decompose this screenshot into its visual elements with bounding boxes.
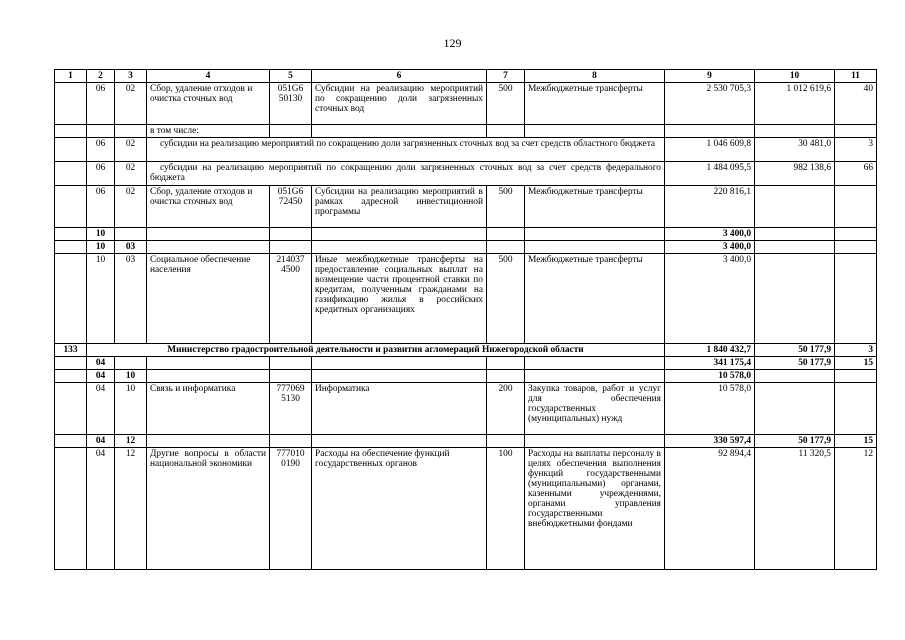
amount-total: 220 816,1	[665, 186, 755, 228]
amount-secondary: 50 177,9	[755, 357, 835, 370]
amount-secondary: 30 481,0	[755, 138, 835, 162]
table-row	[55, 435, 877, 448]
section-code: 04	[87, 357, 115, 370]
amount-total: 341 175,4	[665, 357, 755, 370]
section-code: 04	[87, 435, 115, 448]
amount-total: 330 597,4	[665, 435, 755, 448]
header-cell: 2	[87, 70, 115, 83]
target-name: Субсидии на реализацию мероприятий по сокращению доли загрязненных сточных вод	[312, 83, 487, 125]
target-code: 051G6 50130	[270, 83, 312, 125]
table-row	[55, 138, 877, 162]
table-row	[55, 357, 877, 370]
table-row	[55, 125, 877, 138]
subsection-code: 12	[115, 448, 147, 570]
expense-type-name: Расходы на выплаты персоналу в целях обеспечения выполнения функций государственными (муниципальными) органами, казенными учреждениями, органами управления государственными внебюджетными фондами	[525, 448, 665, 570]
amount-share: 15	[835, 435, 877, 448]
amount-total: 10 578,0	[665, 383, 755, 435]
table-row	[55, 344, 877, 357]
expense-type-code: 200	[487, 383, 525, 435]
ministry-code: 133	[55, 344, 87, 357]
header-cell: 8	[525, 70, 665, 83]
subsection-code: 03	[115, 241, 147, 254]
amount-secondary: 982 138,6	[755, 162, 835, 186]
amount-total: 1 484 095,5	[665, 162, 755, 186]
subsection-code: 12	[115, 435, 147, 448]
expense-type-code: 100	[487, 448, 525, 570]
section-code: 04	[87, 448, 115, 570]
budget-table	[54, 69, 877, 570]
header-cell: 1	[55, 70, 87, 83]
expense-type-name: Межбюджетные трансферты	[525, 254, 665, 344]
section-code: 10	[87, 241, 115, 254]
target-code: 051G6 72450	[270, 186, 312, 228]
table-row	[55, 383, 877, 435]
page-number: 129	[443, 36, 462, 50]
table-row	[55, 83, 877, 125]
header-cell: 3	[115, 70, 147, 83]
subsection-code: 10	[115, 370, 147, 383]
section-name: Сбор, удаление отходов и очистка сточных вод	[147, 186, 270, 228]
expense-type-code: 500	[487, 254, 525, 344]
section-code: 06	[87, 83, 115, 125]
amount-share: 40	[835, 83, 877, 125]
section-code: 06	[87, 138, 115, 162]
target-name: Информатика	[312, 383, 487, 435]
subsection-code: 10	[115, 383, 147, 435]
table-header-row	[55, 70, 877, 83]
amount-total: 92 894,4	[665, 448, 755, 570]
target-code: 777069 5130	[270, 383, 312, 435]
amount-secondary: 1 012 619,6	[755, 83, 835, 125]
subsection-code: 02	[115, 162, 147, 186]
expense-type-name: Закупка товаров, работ и услуг для обеспечения государственных (муниципальных) нужд	[525, 383, 665, 435]
target-code: 777010 0190	[270, 448, 312, 570]
expense-type-name: Межбюджетные трансферты	[525, 186, 665, 228]
amount-total: 3 400,0	[665, 241, 755, 254]
header-cell: 5	[270, 70, 312, 83]
target-name: Расходы на обеспечение функций государственных органов	[312, 448, 487, 570]
section-name: в том числе:	[147, 125, 270, 138]
amount-total: 3 400,0	[665, 228, 755, 241]
section-code: 04	[87, 370, 115, 383]
header-cell: 4	[147, 70, 270, 83]
amount-secondary: 11 320,5	[755, 448, 835, 570]
table-row	[55, 448, 877, 570]
section-code: 06	[87, 186, 115, 228]
section-name: Связь и информатика	[147, 383, 270, 435]
subsection-code: 03	[115, 254, 147, 344]
table-row	[55, 254, 877, 344]
amount-share: 66	[835, 162, 877, 186]
amount-secondary: 50 177,9	[755, 435, 835, 448]
subsection-code: 02	[115, 186, 147, 228]
ministry-name: Министерство градостроительной деятельности и развития агломераций Нижегородской области	[87, 344, 665, 357]
target-name: Субсидии на реализацию мероприятий в рамках адресной инвестиционной программы	[312, 186, 487, 228]
amount-share: 12	[835, 448, 877, 570]
section-name: Сбор, удаление отходов и очистка сточных вод	[147, 83, 270, 125]
expense-type-code: 500	[487, 83, 525, 125]
header-cell: 9	[665, 70, 755, 83]
merged-description: субсидии на реализацию мероприятий по сокращению доли загрязненных сточных вод за счет средств федерального бюджета	[147, 162, 665, 186]
section-code: 04	[87, 383, 115, 435]
header-cell: 6	[312, 70, 487, 83]
subsection-code: 02	[115, 83, 147, 125]
amount-total: 3 400,0	[665, 254, 755, 344]
target-code: 214037 4500	[270, 254, 312, 344]
table-row	[55, 228, 877, 241]
header-cell: 7	[487, 70, 525, 83]
amount-total: 1 046 609,8	[665, 138, 755, 162]
header-cell: 11	[835, 70, 877, 83]
amount-share: 3	[835, 138, 877, 162]
section-code: 06	[87, 162, 115, 186]
table-row	[55, 186, 877, 228]
table-row	[55, 162, 877, 186]
section-name: Другие вопросы в области национальной экономики	[147, 448, 270, 570]
amount-share: 3	[835, 344, 877, 357]
merged-description: субсидии на реализацию мероприятий по сокращению доли загрязненных сточных вод за счет средств областного бюджета	[147, 138, 665, 162]
header-cell: 10	[755, 70, 835, 83]
expense-type-name: Межбюджетные трансферты	[525, 83, 665, 125]
section-code: 10	[87, 228, 115, 241]
amount-secondary: 50 177,9	[755, 344, 835, 357]
section-name: Социальное обеспечение населения	[147, 254, 270, 344]
amount-total: 1 840 432,7	[665, 344, 755, 357]
amount-total: 10 578,0	[665, 370, 755, 383]
section-code: 10	[87, 254, 115, 344]
table-row	[55, 241, 877, 254]
subsection-code: 02	[115, 138, 147, 162]
target-name: Иные межбюджетные трансферты на предоставление социальных выплат на возмещение части процентной ставки по кредитам, полученным гражданами на газификацию жилья в российских кредитных организациях	[312, 254, 487, 344]
amount-total: 2 530 705,3	[665, 83, 755, 125]
expense-type-code: 500	[487, 186, 525, 228]
amount-share: 15	[835, 357, 877, 370]
table-row	[55, 370, 877, 383]
